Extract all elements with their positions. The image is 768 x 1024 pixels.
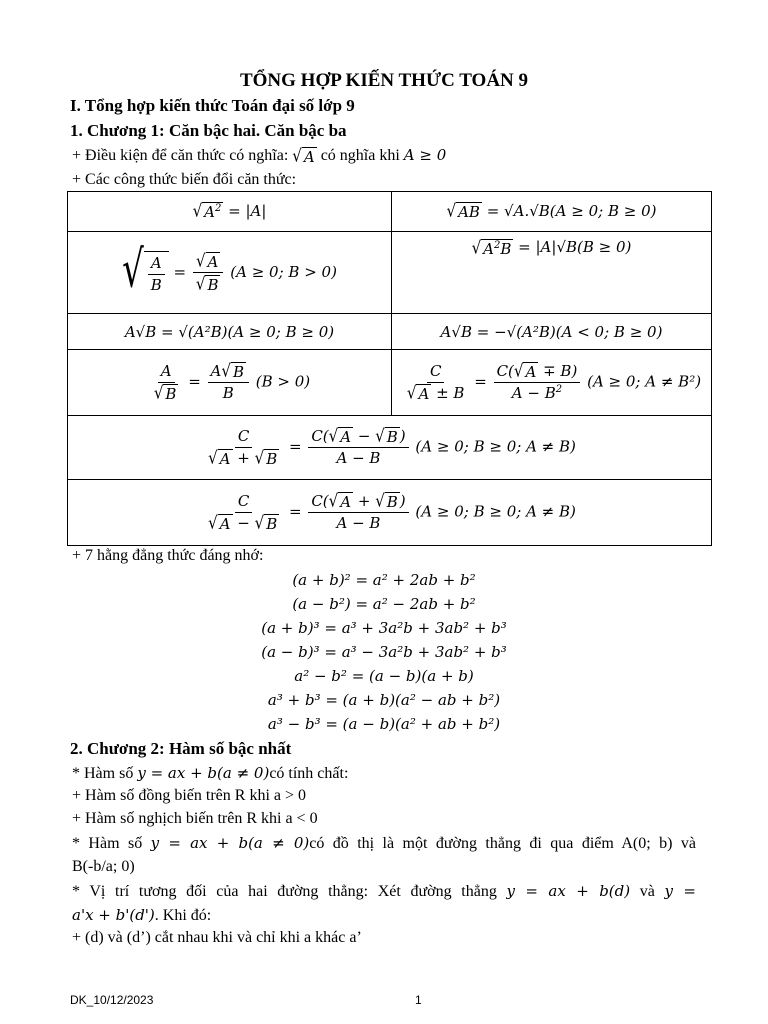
point-b-line: B(-b/a; 0) xyxy=(72,858,135,875)
formula-cell: C √ A ± B = C( √ A ∓ B) $A - B^2$ (A ≥ 0; A ≠ B²) xyxy=(392,350,712,416)
function-property-line: * Hàm số y = ax + b(a ≠ 0)có tính chất: xyxy=(72,764,349,782)
transform-intro: + Các công thức biến đổi căn thức: xyxy=(72,171,297,188)
page-title: TỔNG HỢP KIẾN THỨC TOÁN 9 xyxy=(239,70,529,91)
identity-line: (a + b)² = a² + 2ab + b² xyxy=(292,571,476,589)
identity-line: (a − b)³ = a³ − 3a²b + 3ab² + b³ xyxy=(261,643,507,661)
chapter1-heading: 1. Chương 1: Căn bậc hai. Căn bậc ba xyxy=(70,121,347,140)
identity-line: a³ + b³ = (a + b)(a² − ab + b²) xyxy=(267,691,501,709)
identity-line: a² − b² = (a − b)(a + b) xyxy=(294,667,474,685)
identity-line: a³ − b³ = (a − b)(a² + ab + b²) xyxy=(267,715,501,733)
formula-cell: √ AB = √A.√B(A ≥ 0; B ≥ 0) xyxy=(392,192,712,232)
table-row xyxy=(68,192,712,232)
formula-cell: C √ A + √ B = C( √ A − √ B ) A − B (A ≥ 0; B ≥ 0; A ≠ B) xyxy=(68,416,712,480)
relative-position-line-2: a'x + b'(d'). Khi đó: xyxy=(72,906,212,924)
formula-table xyxy=(67,191,712,546)
increasing-line: + Hàm số đồng biến trên R khi a > 0 xyxy=(72,787,307,804)
decreasing-line: + Hàm số nghịch biến trên R khi a < 0 xyxy=(72,810,318,827)
chapter2-heading: 2. Chương 2: Hàm số bậc nhất xyxy=(70,739,292,758)
table-row xyxy=(68,416,712,480)
relative-position-line: * Vị trí tương đối của hai đường thẳng: Xét đường thẳng y = ax + b(d) và y = xyxy=(72,882,696,900)
formula-cell: A√B = √(A²B)(A ≥ 0; B ≥ 0) xyxy=(68,314,392,350)
table-row xyxy=(68,350,712,416)
section-heading-algebra: I. Tổng hợp kiến thức Toán đại số lớp 9 xyxy=(70,96,355,115)
condition-line: + Điều kiện để căn thức có nghĩa: √ A có nghĩa khi A ≥ 0 xyxy=(72,145,447,167)
identity-line: (a − b²) = a² − 2ab + b² xyxy=(292,595,476,613)
identities-intro: + 7 hằng đẳng thức đáng nhớ: xyxy=(72,547,264,564)
formula-cell: √ $\frac{A}{B}$ = √ A √ B (A ≥ 0; B > 0) xyxy=(68,232,392,314)
identity-line: (a + b)³ = a³ + 3a²b + 3ab² + b³ xyxy=(261,619,507,637)
footer-date: DK_10/12/2023 xyxy=(70,993,154,1007)
formula-cell: A√B = −√(A²B)(A < 0; B ≥ 0) xyxy=(392,314,712,350)
formula-cell: A √ B = A √ B B (B > 0) xyxy=(68,350,392,416)
table-row xyxy=(68,232,712,314)
table-row xyxy=(68,314,712,350)
graph-line: * Hàm số y = ax + b(a ≠ 0)có đồ thị là một đường thẳng đi qua điểm A(0; b) và xyxy=(72,834,697,852)
intersect-line: + (d) và (d’) cắt nhau khi và chỉ khi a khác a’ xyxy=(72,929,362,946)
formula-cell: √ $A^2B$ = |A|√B(B ≥ 0) xyxy=(392,232,712,314)
page-number: 1 xyxy=(415,993,422,1007)
sqrt-a-expr: √ A xyxy=(292,145,315,167)
table-row xyxy=(68,480,712,546)
formula-cell: √ $A^2$ = |A| xyxy=(68,192,392,232)
formula-cell: C √ A − √ B = C( √ A + √ B ) A − B (A ≥ 0; B ≥ 0; A ≠ B) xyxy=(68,480,712,546)
